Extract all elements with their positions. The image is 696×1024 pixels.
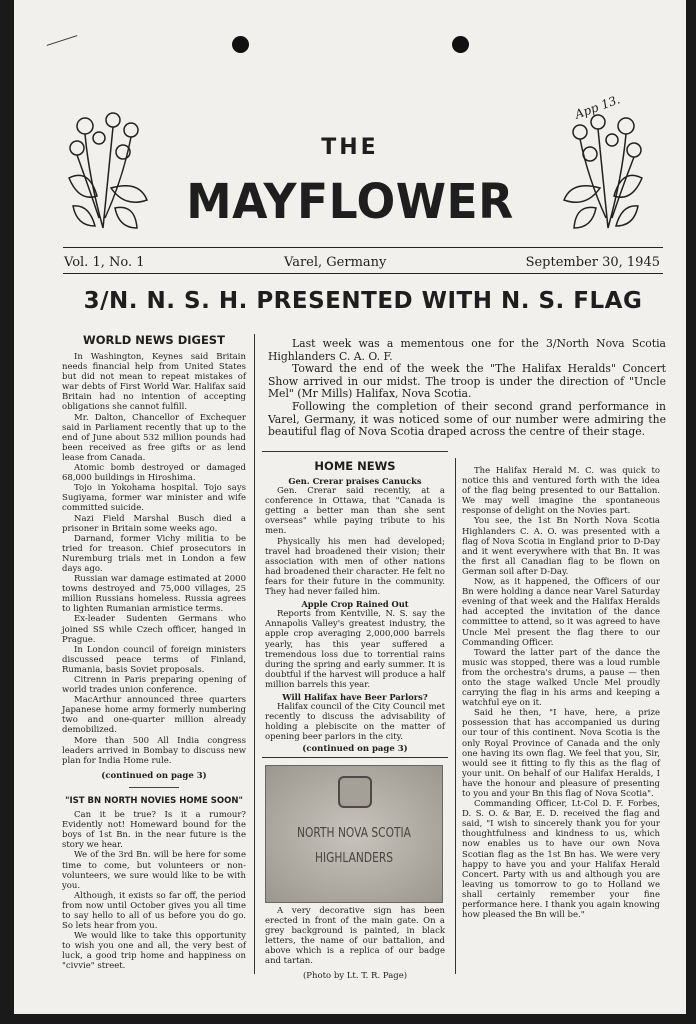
lead-paragraph: Following the completion of their second grand performance in Varel, Germany, it was noticed some of our number were admiring the beautiful flag of Nova Scotia draped across the centre of their stage. xyxy=(268,399,666,439)
flag-story-paragraph: The Halifax Herald M. C. was quick to notice this and ventured forth with the idea of the flag being presented to our Battalion. We may well imagine the spontaneous response of delight on the Novies part. xyxy=(462,466,660,517)
punch-hole xyxy=(232,36,249,53)
world-news-paragraph: In Washington, Keynes said Britain needs financial help from United States but did not mean to repeat mistakes of war debts of First World War. Halifax said Britain had no intention of accepting obligations she cannot fulfill. xyxy=(62,352,246,413)
world-news-paragraph: MacArthur announced three quarters Japanese home army formerly numbering two and one-quarter million already demobilized. xyxy=(62,695,246,736)
world-news-continued: (continued on page 3) xyxy=(101,770,207,781)
issue-date: September 30, 1945 xyxy=(525,255,660,270)
handwritten-annotation: App 13. xyxy=(573,92,622,122)
battalion-sign-photo xyxy=(265,765,443,903)
world-news-paragraph: More than 500 All India congress leaders arrived in Bombay to discuss new plan for India Home rule. xyxy=(62,735,246,766)
flag-story-paragraph: Commanding Officer, Lt-Col D. F. Forbes, D. S. O. & Bar, E. D. received the flag and said, "I wish to sincerely thank you for your thoughtfulness and kindness to us, which now enables us to have our own Nova Scotian flag as the 1st Bn has. We were very happy to have you and your Halifax Herald Concert. Party with us and although you are leaving us tomorrow to go to Holland we shall certainly remember your fine performance here. I thank you again knowing how pleased the Bn will be." xyxy=(462,799,660,921)
photo-credit: (Photo by Lt. T. R. Page) xyxy=(302,970,408,981)
novies-paragraph: We would like to take this opportunity to wish you one and all, the very best of luck, a good trip home and happiness on "civvie" street. xyxy=(62,931,246,972)
masthead-rule-top xyxy=(63,247,663,248)
world-news-paragraph: Tojo in Yokohama hospital. Tojo says Sugiyama, former war minister and wife committed suicide. xyxy=(62,483,246,514)
lead-paragraph: Last week was a mementous one for the 3/North Nova Scotia Highlanders C. A. O. F. xyxy=(268,337,666,363)
novies-paragraph: Can it be true? Is it a rumour? Evidently not! Homeward bound for the boys of 1st Bn. in the near future is the story we hear. xyxy=(62,810,246,851)
world-news-paragraph: Mr. Dalton, Chancellor of Exchequer said in Parliament recently that up to the end of June about 532 million pounds had been received as free gifts or as lend lease from Canada. xyxy=(62,412,246,463)
lead-story xyxy=(268,338,666,439)
issue-place: Varel, Germany xyxy=(284,255,387,270)
left-column xyxy=(62,332,246,972)
middle-column xyxy=(265,458,445,757)
front-page-headline: 3/N. N. S. H. PRESENTED WITH N. S. FLAG xyxy=(83,288,643,314)
world-news-paragraph: Russian war damage estimated at 2000 towns destroyed and 75,000 villages, 25 million Russians homeless. Russia agrees to lighten Rumanian armistice terms. xyxy=(62,574,246,615)
world-news-paragraph: Darnand, former Vichy militia to be tried for treason. Chief prosecutors in Nuremburg trials met in London a few days ago. xyxy=(62,533,246,574)
home-news-continued: (continued on page 3) xyxy=(302,744,408,755)
world-news-paragraph: Nazi Field Marshal Busch died a prisoner in Britain some weeks ago. xyxy=(62,513,246,534)
photo-caption-block xyxy=(265,906,445,981)
pen-mark xyxy=(47,35,78,46)
badge-icon xyxy=(338,776,372,808)
column-divider xyxy=(455,458,456,974)
photo-sign-line1: NORTH NOVA SCOTIA xyxy=(297,826,411,841)
world-news-paragraph: Citrenn in Paris preparing opening of world trades union conference. xyxy=(62,675,246,696)
novies-paragraph: Although, it exists so far off, the period from now until October gives you all time to say hello to all of us before you do go. So lets hear from you. xyxy=(62,890,246,932)
home-news-rule xyxy=(262,451,448,452)
novies-paragraph: We of the 3rd Bn. will be here for some time to come, but volunteers or non-volunteers, we sure would like to be with you. xyxy=(62,850,246,891)
flag-story-paragraph: Toward the latter part of the dance the music was stopped, there was a loud rumble from the orchestra's drums, a pause — then onto the stage walked Uncle Mel proudly carrying the flag in his arms and keeping a watchful eye on it. xyxy=(462,647,660,709)
punch-hole xyxy=(452,36,469,53)
masthead-rule-bottom xyxy=(63,273,663,274)
lead-paragraph: Toward the end of the week the "The Halifax Heralds" Concert Show arrived in our midst. The troop is under the direction of "Uncle Mel" (Mr Mills) Halifax, Nova Scotia. xyxy=(268,362,666,401)
flag-story-paragraph: Said he then, "I have, here, a prize possession that has accompanied us during our tour of this continent. Nova Scotia is the only Royal Province of Canada and the only one having its own flag. We feel that you, Sir, would see it fitting to fly this as the flag of your unit. On behalf of our Halifax Heralds, I have the honour and pleasure of presenting to you and your Bn this flag of Nova Scotia". xyxy=(462,708,660,799)
column-divider xyxy=(254,334,255,974)
world-news-paragraph: Ex-leader Sudenten Germans who joined SS while Czech officer, hanged in Prague. xyxy=(62,614,246,645)
home-news-paragraph: Reports from Kentville, N. S. say the Annapolis Valley's greatest industry, the apple crop averaging 2,000,000 barrels yearly, has this year suffered a tremendous loss due to torrential rains during the spring and early summer. It is doubtful if the harvest will produce a half million barrels this year. xyxy=(265,609,445,690)
world-news-title: WORLD NEWS DIGEST xyxy=(83,333,225,347)
home-news-title: HOME NEWS xyxy=(314,459,396,473)
photo-sign-line2: HIGHLANDERS xyxy=(314,851,394,866)
novies-title: "IST BN NORTH NOVIES HOME SOON" xyxy=(65,795,243,806)
home-news-paragraph: Gen. Crerar said recently, at a conference in Ottawa, that "Canada is getting a better man than she sent overseas" while paying tribute to his men. xyxy=(265,486,445,537)
photo-caption: A very decorative sign has been erected in front of the main gate. On a grey background is painted, in black letters, the name of our battalion, and above which is a replica of our badge and tartan. xyxy=(265,906,445,967)
masthead-the: THE xyxy=(321,135,379,160)
home-news-subhead: Apple Crop Rained Out xyxy=(301,599,409,610)
masthead-title: MAYFLOWER xyxy=(186,174,514,230)
issue-volume: Vol. 1, No. 1 xyxy=(64,255,145,270)
home-news-paragraph: Physically his men had developed; travel had broadened their vision; their association with men of other nations had broadened their character. He felt no fears for their future in the community. They had never failed him. xyxy=(265,536,445,598)
newspaper-page xyxy=(14,0,686,1014)
photo-rule xyxy=(262,757,448,758)
world-news-paragraph: Atomic bomb destroyed or damaged 68,000 buildings in Hiroshima. xyxy=(62,463,246,484)
flag-story-paragraph: You see, the 1st Bn North Nova Scotia Highlanders C. A. O. was presented with a flag of Nova Scotia in England prior to D-Day and it went everywhere with that Bn. It was the first all Canadian flag to be flown on German soil after D-Day. xyxy=(462,516,660,577)
right-column xyxy=(462,466,660,920)
home-news-subhead: Gen. Crerar praises Canucks xyxy=(288,476,422,486)
home-news-subhead: Will Halifax have Beer Parlors? xyxy=(282,691,428,702)
world-news-paragraph: In London council of foreign ministers discussed peace terms of Finland, Rumania, basis Soviet proposals. xyxy=(62,644,246,675)
flag-story-paragraph: Now, as it happened, the Officers of our Bn were holding a dance near Varel Saturday evening of that week and the Halifax Heralds had accepted the invitation of the dance committee to attend, so it was agreed to have Uncle Mel present the flag there to our Commanding Officer. xyxy=(462,577,660,648)
home-news-paragraph: Halifax council of the City Council met recently to discuss the advisability of holding a plebiscite on the matter of opening beer parlors in the city. xyxy=(265,702,445,743)
section-divider xyxy=(129,787,179,788)
